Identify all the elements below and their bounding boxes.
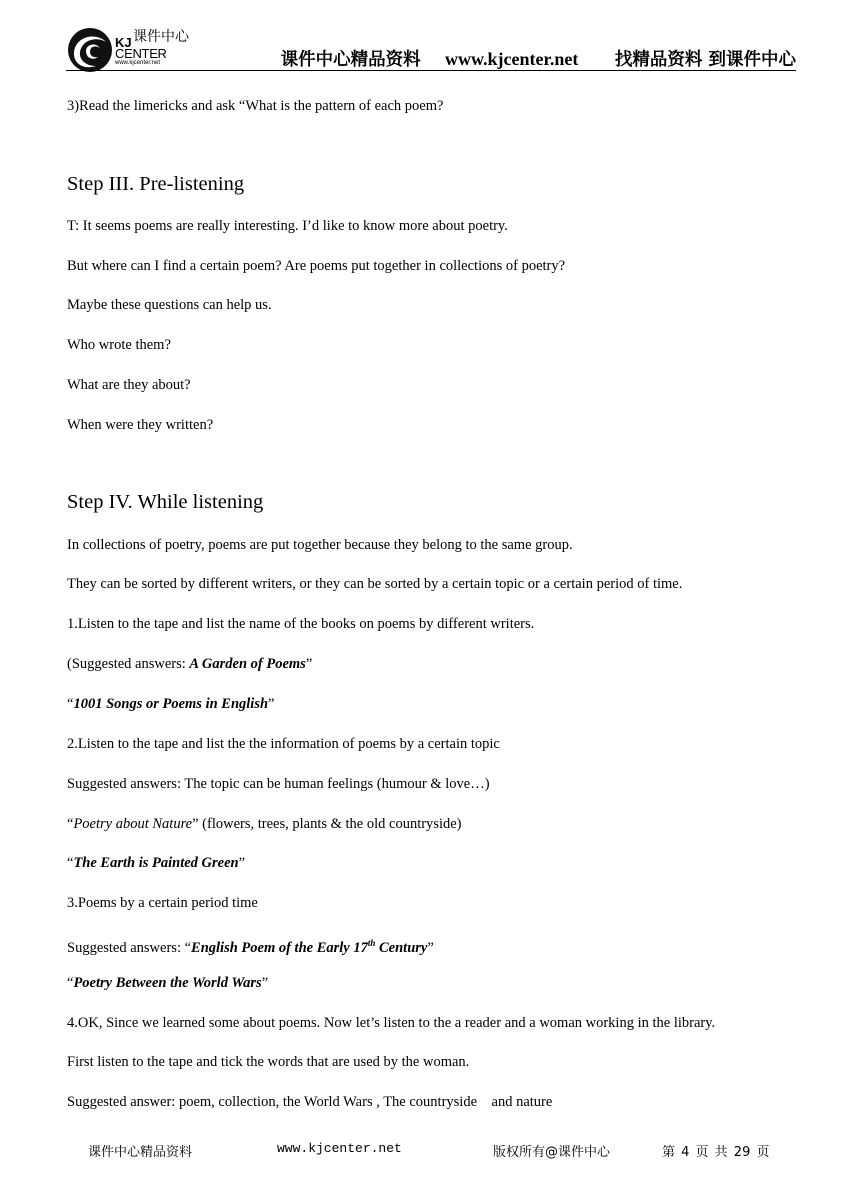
header-divider: [66, 70, 796, 71]
logo-kj-text: KJ: [115, 35, 132, 50]
book-title: 1001 Songs or Poems in English: [73, 696, 269, 712]
footer-page-number: 第 4 页 共 29 页: [662, 1145, 770, 1160]
listening-item-4: 4.OK, Since we learned some about poems. Now let’s listen to the a reader and a woman working in the library.: [67, 1015, 716, 1031]
step3-paragraph-3: Maybe these questions can help us.: [67, 297, 272, 313]
page-footer: [0, 1141, 860, 1159]
footer-copyright: 版权所有@课件中心: [493, 1145, 611, 1160]
step3-question-2: What are they about?: [67, 377, 191, 393]
header-banner: [281, 46, 796, 71]
item3-answer-line-2: “Poetry Between the World Wars”: [67, 975, 269, 991]
item2-answer-line-3: “The Earth is Painted Green”: [67, 855, 246, 871]
item1-answer-prefix: (Suggested answers:: [67, 656, 190, 672]
book-title-part: English Poem of the Early 17: [191, 939, 368, 956]
book-title: [191, 940, 427, 956]
item4-answer: Suggested answer: poem, collection, the World Wars , The countryside and nature: [67, 1094, 553, 1110]
step3-question-3: When were they written?: [67, 417, 214, 433]
logo-center-text: CENTER: [115, 46, 167, 61]
step4-paragraph-2: They can be sorted by different writers, or they can be sorted by a certain topic or a certain period of time.: [67, 576, 683, 592]
step3-heading: Step III. Pre-listening: [67, 173, 245, 195]
listening-item-3: 3.Poems by a certain period time: [67, 895, 258, 911]
item2-answer-line-2: “Poetry about Nature” (flowers, trees, plants & the old countryside): [67, 816, 462, 832]
logo-chinese-text: 课件中心: [133, 29, 189, 45]
item3-answer-line-1: Suggested answers: “English Poem of the Early 17th Century”: [67, 938, 434, 956]
listening-item-2: 2.Listen to the tape and list the the information of poems by a certain topic: [67, 736, 500, 752]
header-title: 课件中心精品资料: [280, 50, 421, 70]
listening-item-1: 1.Listen to the tape and list the name of the books on poems by different writers.: [67, 616, 535, 632]
header-slogan: 找精品资料 到课件中心: [614, 50, 796, 70]
logo-url-text: www.kjcenter.net: [115, 60, 161, 66]
item3-answer-prefix: Suggested answers:: [67, 939, 185, 956]
step4-paragraph-1: In collections of poetry, poems are put together because they belong to the same group.: [67, 537, 573, 553]
item4-paragraph-2: First listen to the tape and tick the words that are used by the woman.: [67, 1054, 470, 1070]
swirl-logo-icon: [66, 24, 116, 74]
book-title: A Garden of Poems: [189, 656, 306, 672]
header-url: www.kjcenter.net: [445, 49, 579, 69]
item2-answer: Suggested answers: The topic can be human feelings (humour & love…): [67, 776, 490, 792]
ordinal-suffix: th: [367, 938, 376, 948]
step3-paragraph-1: T: It seems poems are really interesting. I’d like to know more about poetry.: [67, 218, 508, 234]
book-title: Poetry about Nature: [73, 816, 193, 832]
item1-answer-line-2: “1001 Songs or Poems in English”: [67, 696, 275, 712]
footer-url: www.kjcenter.net: [277, 1141, 402, 1156]
page-header: [66, 22, 796, 74]
limericks-instruction: 3)Read the limericks and ask “What is the pattern of each poem?: [67, 98, 444, 114]
kj-center-logo: [66, 22, 206, 72]
step3-question-1: Who wrote them?: [67, 337, 171, 353]
step3-paragraph-2: But where can I find a certain poem? Are poems put together in collections of poetry?: [67, 258, 566, 274]
book-title-part: Century: [375, 939, 428, 956]
step4-heading: Step IV. While listening: [67, 491, 264, 513]
item1-answer-line-1: (Suggested answers: A Garden of Poems”: [67, 656, 313, 672]
book-title: The Earth is Painted Green: [73, 855, 239, 871]
footer-left-text: 课件中心精品资料: [88, 1145, 193, 1160]
book-title: Poetry Between the World Wars: [73, 975, 262, 991]
item2-title-suffix: (flowers, trees, plants & the old countryside): [198, 816, 462, 832]
